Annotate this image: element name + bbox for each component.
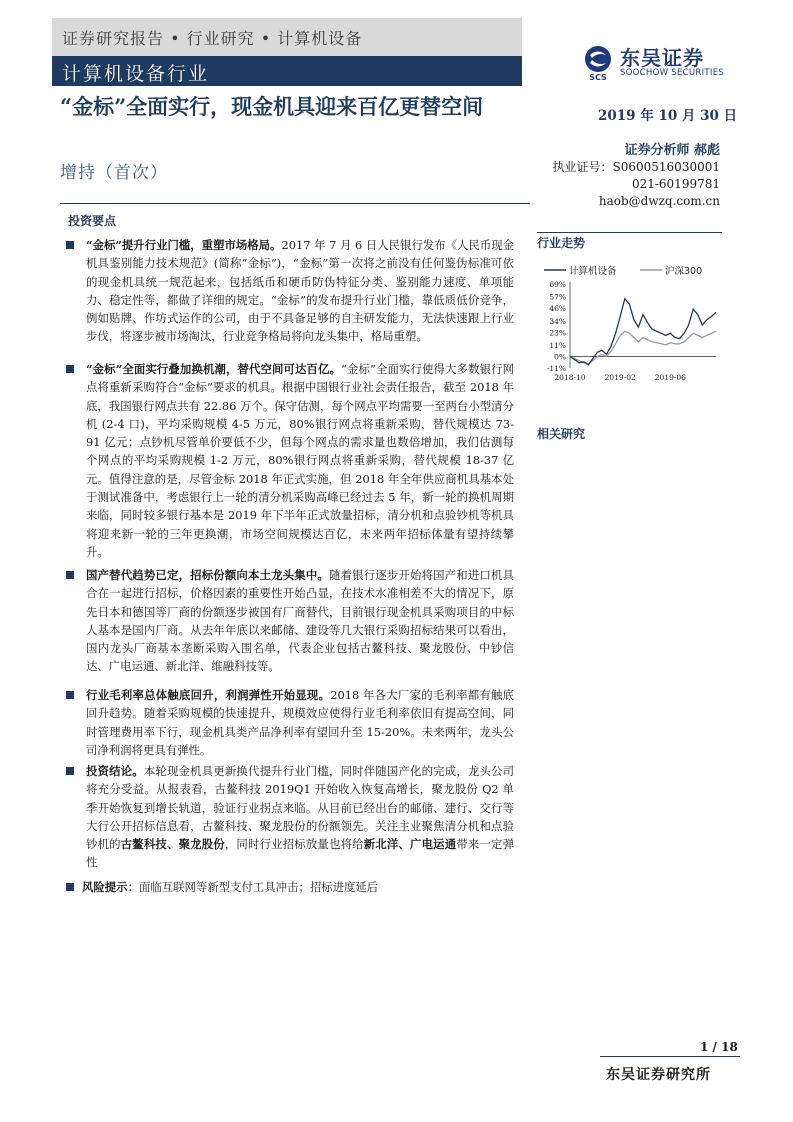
- analyst-email: haob@dwzq.com.cn: [598, 194, 720, 208]
- trend-chart-svg: [536, 256, 722, 386]
- logo-mark-text: SCS: [589, 73, 607, 82]
- point-lead: 行业毛利率总体触底回升，利润弹性开始显现。: [86, 688, 331, 702]
- point-tail-bold: 古鳌科技、聚龙股份: [120, 837, 225, 852]
- point-body: 本轮现金机具更新换代提升行业门槛，同时伴随国产化的完成，龙头公司将充分受益。从报表看，古鳌科技 2019Q1 开始收入恢复高增长，聚龙股份 Q2 单季开始恢复到增长轨道，验证行业拐点来临。从目前已经出台的邮储、建行、交行等大行公开招标信息看，古鳌科技、聚龙股份的份额领先。关注主业聚焦清分机和点验钞机的: [86, 764, 514, 852]
- point-1: [66, 236, 514, 346]
- bullet-icon: [66, 883, 74, 891]
- industry-banner: [52, 56, 522, 86]
- point-4: [66, 686, 514, 759]
- risk-body: 面临互联网等新型支付工具冲击；招标进度延后: [138, 880, 379, 894]
- series-line: [570, 299, 716, 365]
- point-body: 2018 年各大厂家的毛利率都有触底回升趋势。随着采购规模的快速提升，规模效应使得行业毛利率依旧有提高空间，同时管理费用率下行，现金机具类产品净利率有望回升至 15-20%。未来两年，龙头公司净利润将更具有弹性。: [86, 688, 514, 757]
- logo-name-cn: 东吴证券: [620, 46, 704, 70]
- point-body: 2017 年 7 月 6 日人民银行发布《人民币现金机具鉴别能力技术规范》(简称“金标”)，“金标”第一次将之前没有任何鉴伪标准可依的现金机具统一规范起来，包括纸币和硬币防伪特征分类、鉴别能力速度、单项能力、稳定性等，都做了详细的规定。“金标”的发布提升行业门槛，靠低质低价竞争，例如贴牌、作坊式运作的公司，由于不具备足够的自主研发能力，无法快速跟上行业步伐，将逐步被市场淘汰，行业竞争格局将向龙头集中，格局重塑。: [86, 238, 514, 344]
- point-lead: 国产替代趋势已定，招标份额向本土龙头集中。: [86, 568, 330, 582]
- analyst-phone: 021-60199781: [631, 177, 720, 191]
- breadcrumb-banner: [52, 18, 522, 56]
- legend-label: 沪深300: [665, 266, 703, 277]
- risk-warning: [66, 878, 526, 896]
- point-2: [66, 360, 514, 561]
- point-body: “金标”全面实行使得大多数银行网点将重新采购符合“金标”要求的机具。根据中国银行业社会责任报告，截至 2018 年底，我国银行网点共有 22.86 万个。保守估测，每个网点平均需要一至两台小型清分机 (2-4 口)，平均采购规模 4-5 万元，80%银行网点将重新采购，替代规模达 73-91 亿元；点钞机尽管单价要低不少，但每个网点的需求量也数倍增加，我们估测每个网点的平均采购规模 1-2 万元，80%银行网点将重新采购，替代规模 18-37 亿元。值得注意的是，尽管金标 2018 年正式实施，但 2018 年全年供应商机具基本处于测试准备中，考虑银行上一轮的清分机采购高峰已经过去 5 年，新一轮的换机周期来临，同时较多银行基本是 2019 年下半年正式放量招标，清分机和点验钞机等机具将迎来新一轮的三年更换潮，市场空间规模达百亿，未来两年招标体量有望持续攀升。: [86, 362, 514, 559]
- bullet-icon: [66, 241, 74, 249]
- analyst-info: [540, 142, 720, 210]
- y-tick-label: 0%: [554, 352, 566, 362]
- point-5: [66, 762, 514, 872]
- bullet-icon: [66, 691, 74, 699]
- investment-points-heading: 投资要点: [68, 214, 117, 228]
- x-tick-label: 2019-02: [604, 373, 636, 382]
- point-lead: “金标”提升行业门槛，重塑市场格局。: [86, 238, 282, 252]
- analyst-license: 执业证号：S0600516030001: [552, 160, 720, 174]
- industry-trend-heading: 行业走势: [537, 236, 586, 250]
- point-body: 随着银行逐步开始将国产和进口机具合在一起进行招标，价格因素的重要性开始凸显，在技术水准相差不大的情况下，原先日本和德国等厂商的份额逐步被国有厂商替代，目前银行现金机具采购项目的中标人基本是国内厂商。从去年年底以来邮储、建设等几大银行采购招标结果可以看出，国内龙头厂商基本垄断采购入围名单，代表企业包括古鳌科技、聚龙股份、中钞信达、广电运通、新北洋、维融科技等。: [86, 568, 514, 674]
- breadcrumb: 证券研究报告 • 行业研究 • 计算机设备: [62, 29, 363, 48]
- x-tick-label: 2019-06: [654, 373, 686, 382]
- point-lead: 投资结论。: [86, 764, 144, 778]
- trend-chart: [536, 256, 722, 386]
- report-date: 2019 年 10 月 30 日: [598, 108, 738, 124]
- y-tick-label: 46%: [549, 304, 566, 314]
- point-tail-2: 带来一定弹性: [86, 837, 514, 870]
- y-tick-label: 11%: [549, 340, 566, 350]
- footer-divider: [600, 1056, 740, 1057]
- y-tick-label: 23%: [549, 328, 566, 338]
- company-logo: [578, 42, 748, 82]
- analyst-name: 证券分析师 郝彪: [624, 143, 720, 158]
- risk-lead: 风险提示：: [82, 880, 139, 894]
- bullet-icon: [66, 365, 74, 373]
- bullet-icon: [66, 571, 74, 579]
- y-tick-label: 69%: [549, 280, 566, 289]
- related-research-heading: 相关研究: [537, 427, 586, 441]
- point-tail: ，同时行业招标放量也将给: [224, 837, 364, 852]
- x-tick-label: 2018-10: [554, 373, 586, 382]
- point-lead: “金标”全面实行叠加换机潮，替代空间可达百亿。: [86, 362, 342, 376]
- title-divider: [60, 203, 530, 204]
- report-title: “金标”全面实行，现金机具迎来百亿更替空间: [60, 94, 484, 119]
- y-tick-label: 57%: [549, 292, 566, 302]
- bullet-icon: [66, 767, 74, 775]
- logo-name-en: SOOCHOW SECURITIES: [620, 68, 725, 78]
- page-number: 1 / 18: [700, 1040, 738, 1054]
- legend-label: 计算机设备: [569, 266, 617, 277]
- point-tail-bold-2: 新北洋、广电运通: [363, 837, 457, 852]
- y-tick-label: 34%: [549, 316, 566, 326]
- logo-mark-icon: [578, 42, 618, 82]
- y-tick-label: -11%: [546, 364, 566, 373]
- industry-title: 计算机设备行业: [62, 63, 210, 85]
- point-3: [66, 566, 514, 676]
- footer-org: 东吴证券研究所: [606, 1067, 711, 1083]
- report-rating: 增持（首次）: [60, 163, 168, 183]
- right-divider: [537, 232, 722, 233]
